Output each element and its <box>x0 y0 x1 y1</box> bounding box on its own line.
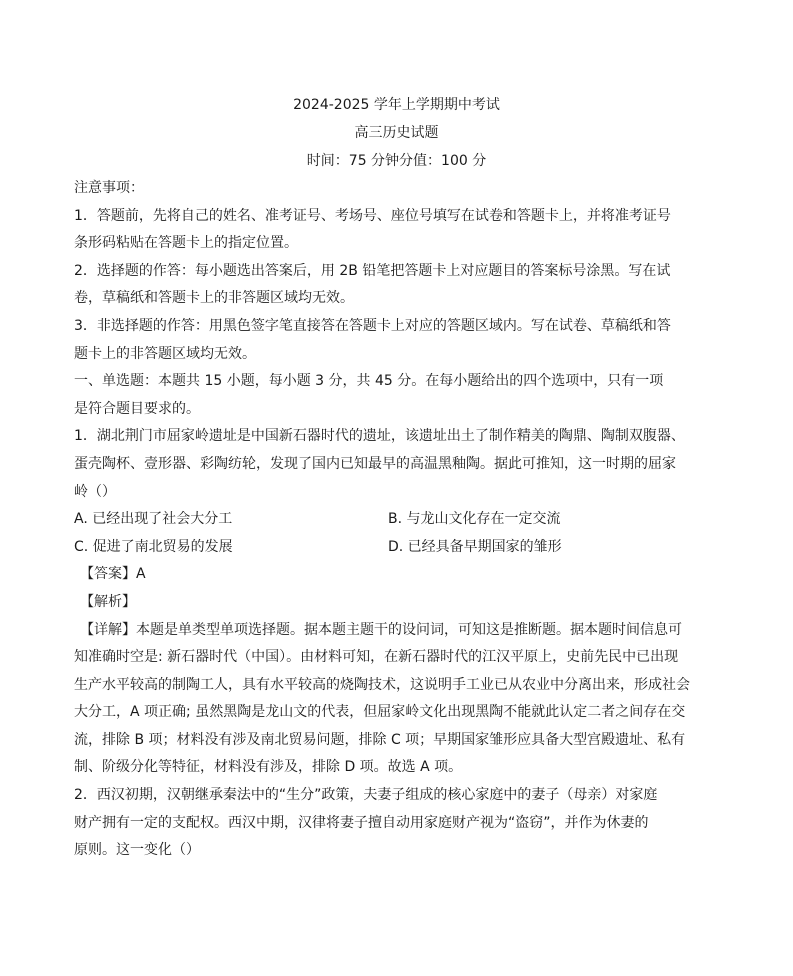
notice-item-1-line-2: 条形码粘贴在答题卡上的指定位置。 <box>74 235 298 252</box>
question-2-line-1: 2．西汉初期，汉朝继承秦法中的“生分”政策，夫妻子组成的核心家庭中的妻子（母亲）对家庭 <box>74 787 658 804</box>
document-body <box>74 175 720 865</box>
question-1-analysis-label: 【解析】 <box>80 593 136 610</box>
exam-time-score: 时间：75 分钟分值：100 分 <box>306 153 487 169</box>
question-2-line-3: 原则。这一变化（） <box>74 842 200 859</box>
question-1-option-d: D. 已经具备早期国家的雏形 <box>388 538 562 555</box>
notice-item-2-line-2: 卷，草稿纸和答题卡上的非答题区域均无效。 <box>74 290 354 307</box>
notice-item-1-line-1: 1．答题前，先将自己的姓名、准考证号、考场号、座位号填写在试卷和答题卡上，并将准考证号 <box>74 207 671 224</box>
exam-subject: 高三历史试题 <box>354 125 439 141</box>
notice-item-3-line-1: 3．非选择题的作答：用黑色签字笔直接答在答题卡上对应的答题区域内。写在试卷、草稿纸和答 <box>74 317 671 334</box>
question-1-detail-line-6: 制、阶级分化等特征，材料没有涉及，排除 D 项。故选 A 项。 <box>74 759 463 776</box>
question-1-detail-line-2: 知准确时空是: 新石器时代（中国）。由材料可知，在新石器时代的江汉平原上，史前先民中已出现 <box>74 649 679 666</box>
question-1-option-b: B. 与龙山文化存在一定交流 <box>388 511 561 528</box>
question-1-option-c: C. 促进了南北贸易的发展 <box>74 538 233 555</box>
question-1-line-1: 1．湖北荆门市屈家岭遗址是中国新石器时代的遗址，该遗址出土了制作精美的陶鼎、陶制双腹器、 <box>74 428 685 445</box>
question-1-options <box>74 506 720 561</box>
section-heading-line-2: 是符合题目要求的。 <box>74 400 200 417</box>
question-1-detail-line-4: 大分工，A 项正确; 虽然黑陶是龙山文的代表，但屈家岭文化出现黑陶不能就此认定二者之间存在交 <box>74 704 686 721</box>
question-1-detail-line-5: 流，排除 B 项；材料没有涉及南北贸易问题，排除 C 项；早期国家雏形应具备大型宫殿遗址、私有 <box>74 731 686 748</box>
question-1-detail-line-1: 【详解】本题是单类型单项选择题。据本题主题干的设问词，可知这是推断题。据本题时间信息可 <box>80 621 682 638</box>
question-2-line-2: 财产拥有一定的支配权。西汉中期，汉律将妻子擅自动用家庭财产视为“盗窃”，并作为休妻的 <box>74 814 649 831</box>
question-1-detail-line-3: 生产水平较高的制陶工人，具有水平较高的烧陶技术，这说明手工业已从农业中分离出来，形成社会 <box>74 676 690 693</box>
question-1-line-2: 蛋壳陶杯、壹形器、彩陶纺轮，发现了国内已知最早的高温黑釉陶。据此可推知，这一时期的屈家 <box>74 455 676 472</box>
notice-title: 注意事项： <box>74 180 144 196</box>
question-1-line-3: 岭（） <box>74 483 116 500</box>
notice-item-3-line-2: 题卡上的非答题区域均无效。 <box>74 345 256 362</box>
question-1-option-a: A. 已经出现了社会大分工 <box>74 511 233 528</box>
question-1-answer: 【答案】A <box>80 566 146 583</box>
exam-title: 2024-2025 学年上学期期中考试 <box>293 97 500 113</box>
section-heading-line-1: 一、单选题：本题共 15 小题，每小题 3 分，共 45 分。在每小题给出的四个选项中，只有一项 <box>74 373 664 390</box>
notice-item-2-line-1: 2．选择题的作答：每小题选出答案后，用 2B 铅笔把答题卡上对应题目的答案标号涂黑。写在试 <box>74 262 671 279</box>
